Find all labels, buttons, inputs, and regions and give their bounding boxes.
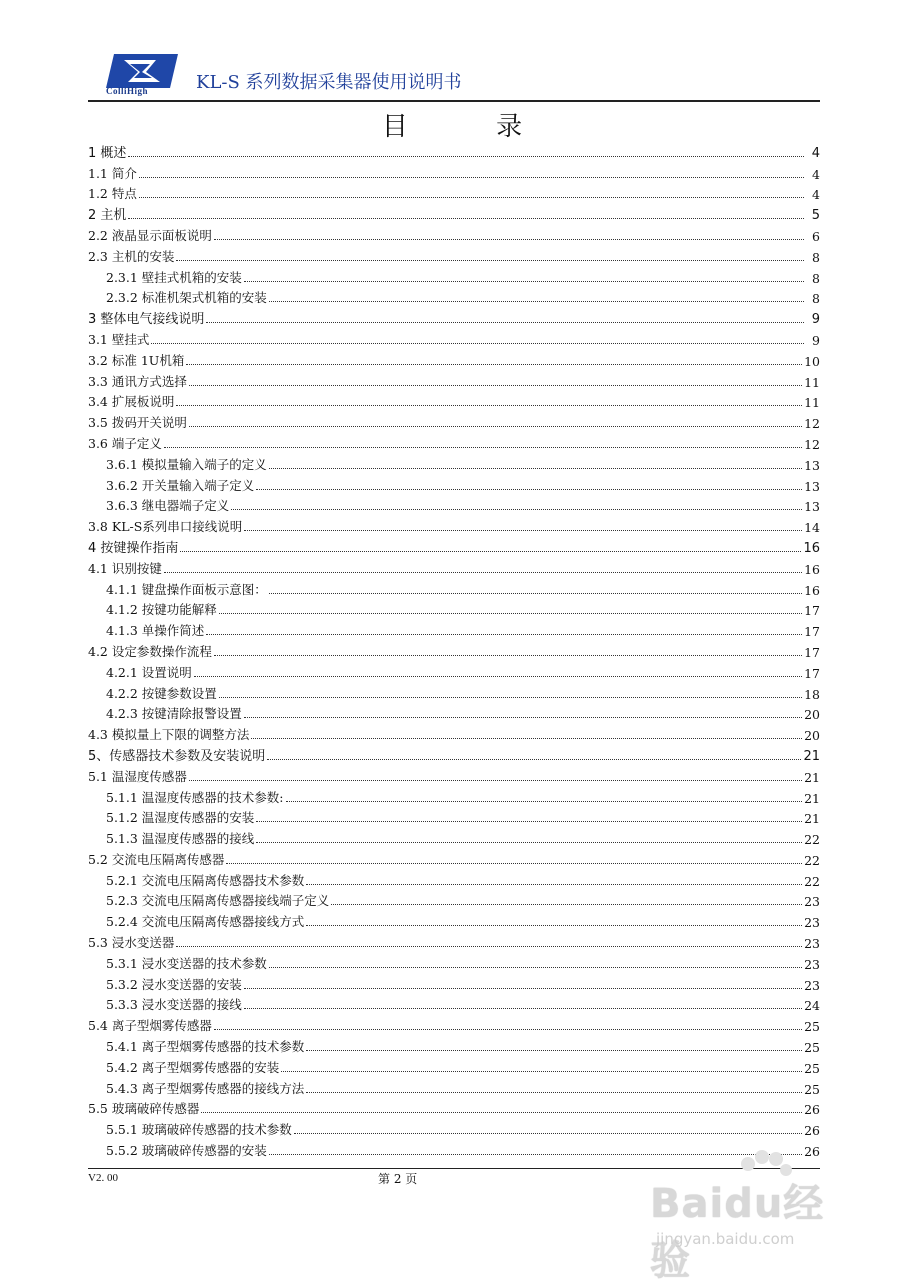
toc-entry-title: 2.3.2 标准机架式机箱的安装 [106, 290, 267, 306]
toc-dot-leader [256, 821, 802, 822]
toc-entry-title: 3.3 通讯方式选择 [88, 373, 187, 389]
toc-entry-page: 14 [804, 520, 820, 536]
toc-entry-title: 5.5.1 玻璃破碎传感器的技术参数 [106, 1122, 292, 1138]
toc-entry-page: 12 [804, 436, 820, 452]
toc-entry-page: 22 [804, 832, 820, 848]
toc-entry-title: 3.6 端子定义 [88, 435, 162, 451]
toc-entry-title: 3 整体电气接线说明 [88, 312, 205, 328]
toc-entry-page: 25 [804, 1019, 820, 1035]
toc-dot-leader [206, 322, 804, 323]
toc-entry-page: 23 [804, 894, 820, 910]
toc-entry-title: 5.4 离子型烟雾传感器 [88, 1018, 212, 1034]
toc-dot-leader [186, 364, 802, 365]
toc-dot-leader [206, 634, 802, 635]
toc-dot-leader [244, 530, 802, 531]
toc-dot-leader [214, 1029, 802, 1030]
toc-entry[interactable] [88, 639, 820, 660]
toc-entry-title: 5.2 交流电压隔离传感器 [88, 851, 225, 867]
toc-entry[interactable] [88, 473, 820, 494]
toc-dot-leader [139, 197, 804, 198]
toc-dot-leader [226, 863, 802, 864]
toc-entry-title: 3.1 壁挂式 [88, 331, 150, 347]
toc-entry[interactable] [88, 161, 820, 182]
toc-dot-leader [189, 426, 802, 427]
toc-entry[interactable] [88, 930, 820, 951]
toc-entry-title: 5.3 浸水变送器 [88, 935, 175, 951]
toc-entry[interactable] [88, 514, 820, 535]
toc-dot-leader [194, 676, 802, 677]
toc-dot-leader [306, 925, 802, 926]
toc-dot-leader [139, 177, 804, 178]
toc-entry-title: 4.1.2 按键功能解释 [106, 602, 217, 618]
toc-entry-title: 2.3 主机的安装 [88, 248, 175, 264]
toc-entry-page: 25 [804, 1060, 820, 1076]
toc-entry-page: 16 [804, 561, 820, 577]
toc-entry-page: 8 [812, 270, 820, 286]
toc-entry-title: 4.2.1 设置说明 [106, 664, 192, 680]
toc-dot-leader [269, 301, 804, 302]
toc-entry[interactable] [88, 286, 820, 307]
toc-entry-title: 2.3.1 壁挂式机箱的安装 [106, 269, 242, 285]
toc-entry-page: 21 [804, 769, 820, 785]
toc-entry-page: 5 [811, 208, 820, 224]
toc-entry-page: 25 [804, 1081, 820, 1097]
toc-entry-title: 4.2.3 按键清除报警设置 [106, 706, 242, 722]
toc-dot-leader [267, 759, 801, 760]
toc-entry[interactable] [88, 785, 820, 806]
toc-entry-title: 4.1.3 单操作简述 [106, 623, 205, 639]
toc-entry-page: 17 [804, 644, 820, 660]
toc-entry-title: 1.2 特点 [88, 186, 137, 202]
toc-entry-title: 5.1.2 温湿度传感器的安装 [106, 810, 255, 826]
toc-entry-title: 4 按键操作指南 [88, 540, 179, 556]
toc-entry-title: 5.4.1 离子型烟雾传感器的技术参数 [106, 1039, 305, 1055]
toc-entry-page: 16 [804, 582, 820, 598]
toc-entry-title: 3.8 KL-S系列串口接线说明 [88, 519, 243, 535]
toc-entry-page: 18 [804, 686, 820, 702]
toc-entry-title: 4.2.2 按键参数设置 [106, 685, 217, 701]
toc-entry-page: 13 [804, 478, 820, 494]
watermark-brand: Baidu经验 [650, 1181, 825, 1284]
toc-entry-page: 4 [812, 187, 820, 203]
toc-entry[interactable] [88, 743, 820, 764]
toc-dot-leader [306, 1050, 802, 1051]
toc-entry[interactable] [88, 535, 820, 556]
toc-entry-title: 1.1 简介 [88, 165, 137, 181]
toc-entry-title: 3.6.1 模拟量输入端子的定义 [106, 456, 267, 472]
toc-entry[interactable] [88, 847, 820, 868]
toc-entry-title: 2 主机 [88, 208, 127, 224]
toc-dot-leader [244, 1008, 802, 1009]
toc-entry-page: 9 [811, 312, 820, 328]
toc-dot-leader [128, 156, 804, 157]
toc-entry[interactable] [88, 598, 820, 619]
toc-entry-page: 23 [804, 977, 820, 993]
toc-dot-leader [164, 447, 802, 448]
toc-dot-leader [231, 509, 802, 510]
toc-entry[interactable] [88, 140, 820, 161]
toc-dot-leader [281, 1071, 802, 1072]
toc-entry[interactable] [88, 722, 820, 743]
toc-entry[interactable] [88, 306, 820, 327]
toc-entry[interactable] [88, 1117, 820, 1138]
toc-entry-page: 17 [804, 624, 820, 640]
toc-entry-title: 5.4.2 离子型烟雾传感器的安装 [106, 1059, 280, 1075]
toc-entry[interactable] [88, 951, 820, 972]
toc-entry[interactable] [88, 369, 820, 390]
toc-entry-title: 5.1.1 温湿度传感器的技术参数: [106, 789, 284, 805]
toc-entry-page: 23 [804, 915, 820, 931]
toc-dot-leader [269, 967, 802, 968]
toc-entry[interactable] [88, 826, 820, 847]
toc-entry[interactable] [88, 618, 820, 639]
toc-entry-title: 4.1 识别按键 [88, 560, 162, 576]
toc-dot-leader [331, 904, 802, 905]
toc-dot-leader [256, 489, 802, 490]
footer-page-number: 第 2 页 [378, 1172, 418, 1186]
toc-dot-leader [214, 239, 804, 240]
toc-entry-page: 12 [804, 416, 820, 432]
toc-dot-leader [294, 1133, 802, 1134]
toc-entry-page: 13 [804, 457, 820, 473]
toc-dot-leader [306, 1092, 802, 1093]
toc-dot-leader [180, 551, 801, 552]
toc-dot-leader [164, 572, 802, 573]
toc-entry-page: 25 [804, 1040, 820, 1056]
toc-entry[interactable] [88, 244, 820, 265]
toc-entry-title: 3.5 拨码开关说明 [88, 415, 187, 431]
toc-entry[interactable] [88, 1013, 820, 1034]
toc-dot-leader [269, 593, 802, 594]
toc-entry-page: 8 [812, 291, 820, 307]
toc-entry[interactable] [88, 702, 820, 723]
toc-entry-page: 26 [804, 1102, 820, 1118]
toc-entry[interactable] [88, 577, 820, 598]
toc-entry[interactable] [88, 494, 820, 515]
toc-entry-page: 17 [804, 603, 820, 619]
toc-entry[interactable] [88, 390, 820, 411]
toc-entry-title: 5.2.4 交流电压隔离传感器接线方式 [106, 914, 305, 930]
toc-entry-page: 20 [804, 728, 820, 744]
toc-heading: 目 录 [381, 112, 563, 142]
toc-entry[interactable] [88, 660, 820, 681]
toc-entry[interactable] [88, 806, 820, 827]
toc-entry[interactable] [88, 348, 820, 369]
toc-dot-leader [269, 468, 802, 469]
toc-entry-page: 6 [812, 228, 820, 244]
toc-dot-leader [151, 343, 804, 344]
toc-entry-page: 9 [812, 332, 820, 348]
toc-entry-title: 5.2.1 交流电压隔离传感器技术参数 [106, 872, 305, 888]
toc-entry[interactable] [88, 182, 820, 203]
toc-dot-leader [256, 842, 802, 843]
toc-entry-title: 3.6.2 开关量输入端子定义 [106, 477, 255, 493]
toc-entry-page: 20 [804, 707, 820, 723]
toc-entry-page: 23 [804, 956, 820, 972]
toc-entry-title: 5.3.2 浸水变送器的安装 [106, 976, 242, 992]
footer-version: V2. 00 [88, 1172, 118, 1184]
toc-entry-page: 26 [804, 1123, 820, 1139]
toc-entry-page: 21 [804, 811, 820, 827]
toc-dot-leader [189, 780, 802, 781]
toc-entry-page: 8 [812, 249, 820, 265]
toc-entry-page: 21 [803, 748, 820, 764]
watermark-url: jingyan.baidu.com [656, 1230, 795, 1248]
toc-entry[interactable] [88, 410, 820, 431]
header-divider [88, 100, 820, 102]
toc-dot-leader [286, 801, 803, 802]
toc-entry-title: 1 概述 [88, 145, 127, 161]
toc-entry-title: 5.5.2 玻璃破碎传感器的安装 [106, 1143, 267, 1159]
toc-entry-title: 3.4 扩展板说明 [88, 394, 175, 410]
document-title: KL-S 系列数据采集器使用说明书 [196, 72, 462, 93]
toc-entry[interactable] [88, 556, 820, 577]
toc-entry[interactable] [88, 764, 820, 785]
toc-entry-page: 13 [804, 499, 820, 515]
toc-dot-leader [189, 385, 802, 386]
toc-entry[interactable] [88, 1055, 820, 1076]
toc-entry-page: 22 [804, 873, 820, 889]
toc-entry-title: 5.2.3 交流电压隔离传感器接线端子定义 [106, 893, 330, 909]
toc-entry-page: 24 [804, 998, 820, 1014]
toc-entry[interactable] [88, 1034, 820, 1055]
toc-dot-leader [219, 697, 802, 698]
toc-entry-page: 16 [803, 540, 820, 556]
toc-dot-leader [251, 738, 802, 739]
toc-entry[interactable] [88, 202, 820, 223]
toc-dot-leader [244, 988, 802, 989]
toc-entry[interactable] [88, 1097, 820, 1118]
toc-dot-leader [201, 1112, 802, 1113]
table-of-contents [88, 140, 820, 1159]
toc-entry[interactable] [88, 972, 820, 993]
toc-entry-title: 4.2 设定参数操作流程 [88, 643, 212, 659]
toc-entry-title: 5.3.3 浸水变送器的接线 [106, 997, 242, 1013]
toc-entry[interactable] [88, 868, 820, 889]
toc-entry-page: 11 [804, 374, 820, 390]
toc-dot-leader [176, 260, 804, 261]
toc-entry-title: 2.2 液晶显示面板说明 [88, 227, 212, 243]
toc-entry-title: 5.4.3 离子型烟雾传感器的接线方法 [106, 1080, 305, 1096]
toc-entry-page: 4 [811, 145, 820, 161]
toc-entry-page: 17 [804, 665, 820, 681]
toc-dot-leader [306, 884, 802, 885]
toc-entry-title: 3.2 标准 1U机箱 [88, 352, 185, 368]
toc-entry-page: 23 [804, 936, 820, 952]
toc-entry-title: 5.3.1 浸水变送器的技术参数 [106, 955, 267, 971]
toc-dot-leader [176, 405, 802, 406]
toc-entry-title: 5.5 玻璃破碎传感器 [88, 1101, 200, 1117]
toc-dot-leader [244, 717, 802, 718]
toc-entry-page: 10 [804, 353, 820, 369]
toc-dot-leader [219, 613, 802, 614]
page-header [88, 46, 820, 102]
toc-entry[interactable] [88, 223, 820, 244]
toc-entry-page: 26 [804, 1144, 820, 1160]
toc-entry[interactable] [88, 452, 820, 473]
toc-entry[interactable] [88, 909, 820, 930]
toc-entry-page: 22 [804, 852, 820, 868]
baidu-watermark [640, 1150, 860, 1284]
toc-entry[interactable] [88, 1076, 820, 1097]
toc-dot-leader [128, 218, 804, 219]
toc-entry[interactable] [88, 681, 820, 702]
toc-dot-leader [214, 655, 802, 656]
toc-entry-page: 11 [804, 395, 820, 411]
toc-entry-title: 5.1.3 温湿度传感器的接线 [106, 831, 255, 847]
toc-entry[interactable] [88, 327, 820, 348]
toc-entry[interactable] [88, 993, 820, 1014]
toc-entry-title: 4.1.1 键盘操作面板示意图： [106, 581, 267, 597]
toc-entry-page: 4 [812, 166, 820, 182]
toc-entry[interactable] [88, 265, 820, 286]
logo-wordmark: ColliHigh [106, 86, 149, 96]
toc-dot-leader [176, 946, 802, 947]
toc-entry-title: 5.1 温湿度传感器 [88, 768, 187, 784]
toc-entry[interactable] [88, 431, 820, 452]
toc-entry[interactable] [88, 889, 820, 910]
toc-dot-leader [244, 281, 804, 282]
toc-entry-title: 5、传感器技术参数及安装说明 [88, 748, 266, 764]
toc-entry-page: 21 [804, 790, 820, 806]
toc-entry-title: 4.3 模拟量上下限的调整方法 [88, 727, 250, 743]
toc-entry-title: 3.6.3 继电器端子定义 [106, 498, 230, 514]
